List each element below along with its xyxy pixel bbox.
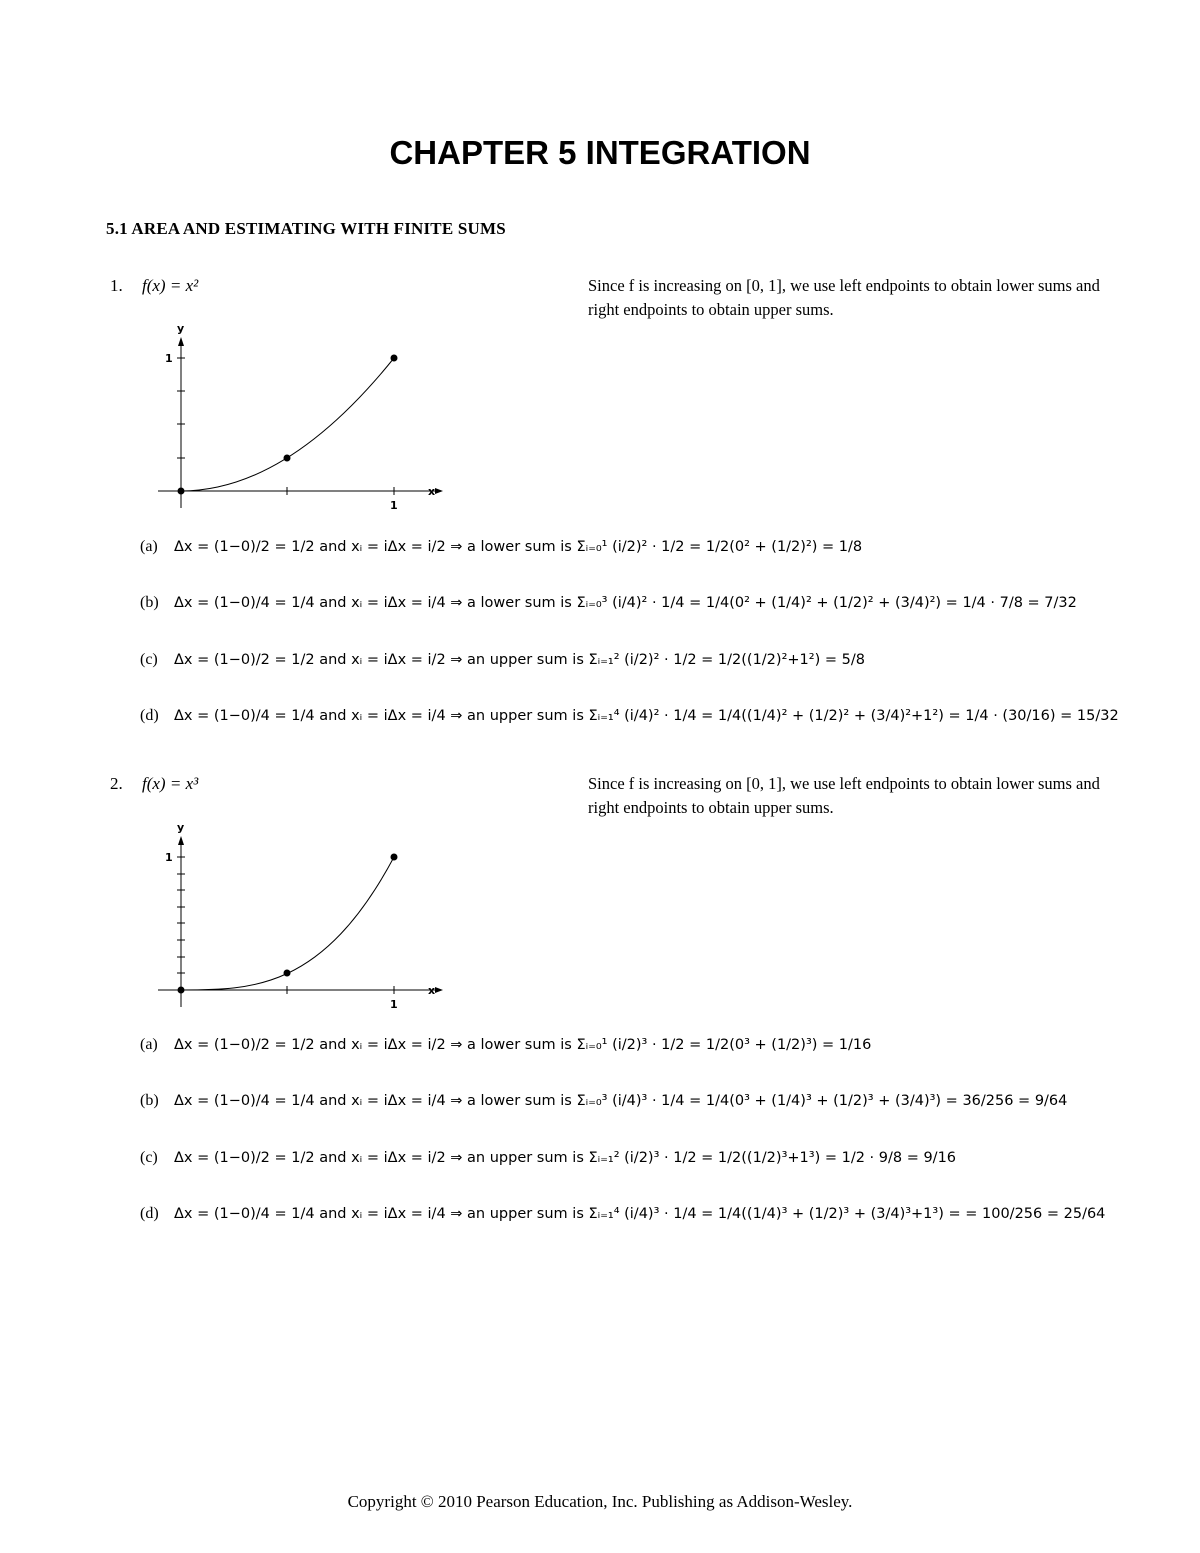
y-axis-arrow bbox=[178, 337, 184, 346]
y-label: y bbox=[177, 322, 185, 335]
x-one-label: 1 bbox=[390, 499, 398, 512]
part-label: (d) bbox=[140, 1205, 159, 1222]
curve bbox=[181, 358, 394, 491]
y-label: y bbox=[177, 821, 185, 834]
solution-part bbox=[140, 1081, 1067, 1121]
part-text: Δx = (1−0)/2 = 1/2 and xᵢ = iΔx = i/2 ⇒ a lower sum is Σᵢ₌₀¹ (i/2)³ · 1/2 = 1/2(0³ + (1/2)³) = 1/16 bbox=[174, 1037, 872, 1053]
graph-x-cubed bbox=[150, 817, 450, 1017]
solution-part bbox=[140, 1194, 1105, 1234]
part-text: Δx = (1−0)/4 = 1/4 and xᵢ = iΔx = i/4 ⇒ a lower sum is Σᵢ₌₀³ (i/4)³ · 1/4 = 1/4(0³ + (1/4)³ + (1/2)³ + (3/4)³) = 36/256 = 9/64 bbox=[174, 1093, 1068, 1109]
part-label: (b) bbox=[140, 594, 159, 611]
copyright-footer: Copyright © 2010 Pearson Education, Inc. Publishing as Addison-Wesley. bbox=[347, 1492, 853, 1511]
graph-x-squared bbox=[150, 318, 450, 518]
solution-part bbox=[140, 1025, 871, 1065]
solution-part bbox=[140, 527, 862, 567]
solution-part bbox=[140, 583, 1077, 623]
point bbox=[284, 455, 291, 462]
part-label: (c) bbox=[140, 1149, 158, 1166]
x-label: x bbox=[428, 485, 436, 498]
solution-part bbox=[140, 1138, 956, 1178]
part-text: Δx = (1−0)/2 = 1/2 and xᵢ = iΔx = i/2 ⇒ an upper sum is Σᵢ₌₁² (i/2)² · 1/2 = 1/2((1/2)²+1²) = 5/8 bbox=[174, 652, 865, 668]
point bbox=[284, 970, 291, 977]
x-axis-arrow bbox=[435, 488, 443, 494]
part-text: Δx = (1−0)/4 = 1/4 and xᵢ = iΔx = i/4 ⇒ a lower sum is Σᵢ₌₀³ (i/4)² · 1/4 = 1/4(0² + (1/4)² + (1/2)² + (3/4)²) = 1/4 · 7/8 = 7/32 bbox=[174, 595, 1077, 611]
solution-part bbox=[140, 696, 1119, 736]
point bbox=[178, 987, 185, 994]
part-text: Δx = (1−0)/2 = 1/2 and xᵢ = iΔx = i/2 ⇒ an upper sum is Σᵢ₌₁² (i/2)³ · 1/2 = 1/2((1/2)³+1³) = 1/2 · 9/8 = 9/16 bbox=[174, 1150, 957, 1166]
point bbox=[178, 488, 185, 495]
point bbox=[391, 854, 398, 861]
part-label: (a) bbox=[140, 1036, 158, 1053]
part-label: (a) bbox=[140, 538, 158, 555]
part-label: (d) bbox=[140, 707, 159, 724]
part-label: (b) bbox=[140, 1092, 159, 1109]
problem-function: f(x) = x² bbox=[142, 276, 199, 295]
x-axis-arrow bbox=[435, 987, 443, 993]
y-one-label: 1 bbox=[165, 851, 173, 864]
part-text: Δx = (1−0)/4 = 1/4 and xᵢ = iΔx = i/4 ⇒ an upper sum is Σᵢ₌₁⁴ (i/4)³ · 1/4 = 1/4((1/4)³ + (1/2)³ + (3/4)³+1³) = = 100/256 = 25/64 bbox=[174, 1206, 1106, 1222]
part-text: Δx = (1−0)/4 = 1/4 and xᵢ = iΔx = i/4 ⇒ an upper sum is Σᵢ₌₁⁴ (i/4)² · 1/4 = 1/4((1/4)² + (1/2)² + (3/4)²+1²) = 1/4 · (30/16) = 15/32 bbox=[174, 708, 1119, 724]
problem-number: 2. bbox=[110, 774, 123, 793]
problem-function: f(x) = x³ bbox=[142, 774, 199, 793]
x-label: x bbox=[428, 984, 436, 997]
y-one-label: 1 bbox=[165, 352, 173, 365]
x-one-label: 1 bbox=[390, 998, 398, 1011]
problem-note: Since f is increasing on [0, 1], we use left endpoints to obtain lower sums and right endpoints to obtain upper sums. bbox=[588, 774, 1100, 817]
section-heading: 5.1 AREA AND ESTIMATING WITH FINITE SUMS bbox=[106, 219, 506, 238]
problem-number: 1. bbox=[110, 276, 123, 295]
part-text: Δx = (1−0)/2 = 1/2 and xᵢ = iΔx = i/2 ⇒ a lower sum is Σᵢ₌₀¹ (i/2)² · 1/2 = 1/2(0² + (1/2)²) = 1/8 bbox=[174, 539, 863, 555]
part-label: (c) bbox=[140, 651, 158, 668]
page-title: CHAPTER 5 INTEGRATION bbox=[389, 134, 811, 171]
point bbox=[391, 355, 398, 362]
y-axis-arrow bbox=[178, 836, 184, 845]
solution-part bbox=[140, 640, 865, 680]
problem-note: Since f is increasing on [0, 1], we use left endpoints to obtain lower sums and right endpoints to obtain upper sums. bbox=[588, 276, 1100, 319]
